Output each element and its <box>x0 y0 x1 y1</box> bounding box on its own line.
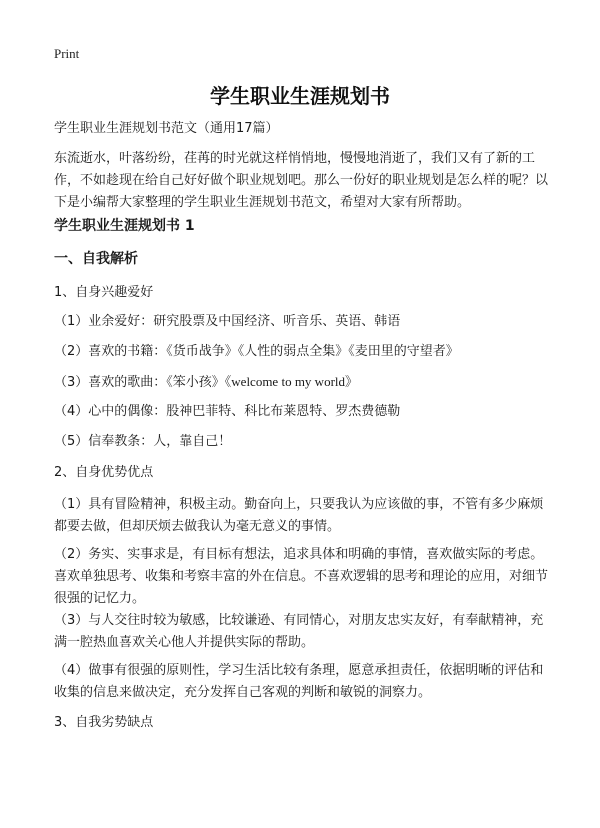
strength-item: （1）具有冒险精神，积极主动。勤奋向上，只要我认为应该做的事，不管有多少麻烦都要去做，但却厌烦去做我认为毫无意义的事情。 <box>54 497 544 534</box>
print-link[interactable]: Print <box>54 46 80 61</box>
hobby-item: （2）喜欢的书籍：《货币战争》《人性的弱点全集》《麦田里的守望者》 <box>54 344 459 359</box>
hobby-item: （5）信奉教条：人，靠自己！ <box>54 434 232 449</box>
hobby-item: （4）心中的偶像：股神巴菲特、科比布莱恩特、罗杰费德勒 <box>54 404 401 419</box>
hobby-item <box>54 371 554 394</box>
part-heading: 一、自我解析 <box>54 251 138 267</box>
strength-item: （3）与人交往时较为敏感，比较谦逊、有同情心，对朋友忠实友好，有奉献精神，充满一腔热血喜欢关心他人并提供实际的帮助。 <box>54 613 544 650</box>
sub-heading-strengths: 2、自身优势优点 <box>54 465 154 480</box>
strength-item: （2）务实、实事求是，有目标有想法，追求具体和明确的事情，喜欢做实际的考虑。喜欢单独思考、收集和考察丰富的外在信息。不喜欢逻辑的思考和理论的应用，对细节很强的记忆力。 <box>54 547 549 606</box>
section-heading: 学生职业生涯规划书 1 <box>54 218 195 234</box>
sub-heading-weaknesses: 3、自我劣势缺点 <box>54 715 154 730</box>
sub-heading-interests: 1、自身兴趣爱好 <box>54 285 154 300</box>
subtitle: 学生职业生涯规划书范文（通用17篇） <box>54 121 279 136</box>
hobby-song-title: welcome to my world <box>231 374 346 389</box>
hobby-text: （3）喜欢的歌曲：《笨小孩》《 <box>54 375 232 390</box>
hobby-item: （1）业余爱好：研究股票及中国经济、听音乐、英语、韩语 <box>54 314 401 329</box>
intro-paragraph: 东流逝水，叶落纷纷，荏苒的时光就这样悄悄地，慢慢地消逝了，我们又有了新的工作，不如趁现在给自己好好做个职业规划吧。那么一份好的职业规划是怎么样的呢？以下是小编帮大家整理的学生职业生涯规划书范文，希望对大家有所帮助。 <box>54 151 549 210</box>
page-title: 学生职业生涯规划书 <box>210 84 390 108</box>
hobby-text: 》 <box>345 375 359 390</box>
strength-item: （4）做事有很强的原则性，学习生活比较有条理，愿意承担责任，依据明晰的评估和收集的信息来做决定，充分发挥自己客观的判断和敏锐的洞察力。 <box>54 663 544 700</box>
